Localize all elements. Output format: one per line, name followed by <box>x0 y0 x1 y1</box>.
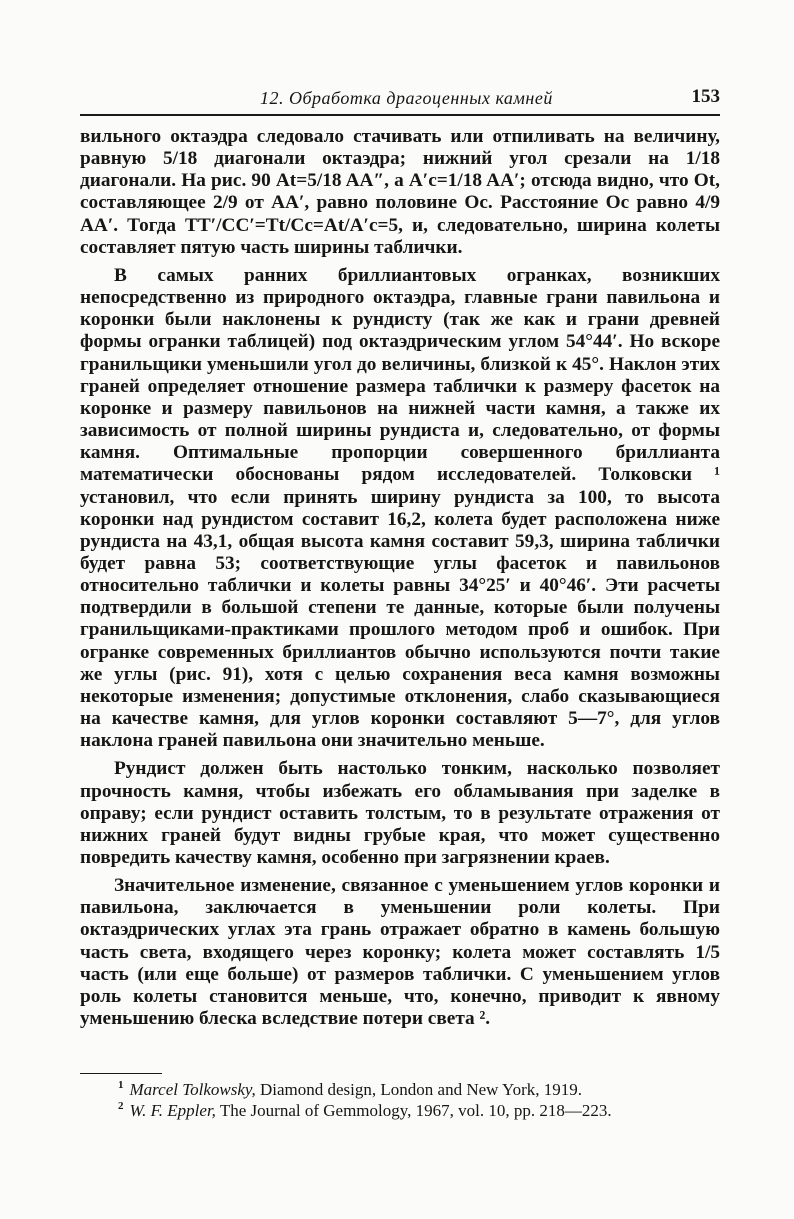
paragraph: В самых ранних бриллиантовых огранках, возникших непосредственно из природного октаэдра, главные грани павильона и коронки были наклонены к рундисту (так же как и грани древней формы огранки таблицей) под октаэдрическим углом 54°44′. Но вскоре гранильщики уменьшили угол до величины, близкой к 45°. Наклон этих граней определяет отношение размера таблички к размеру фасеток на коронке и размеру павильонов на нижней части камня, а также их зависимость от полной ширины рундиста и, следовательно, от формы камня. Оптимальные пропорции совершенного бриллианта математически обоснованы рядом исследователей. Толковски ¹ установил, что если принять ширину рундиста за 100, то высота коронки над рундистом составит 16,2, колета будет расположена ниже рундиста на 43,1, общая высота камня составит 59,3, ширина таблички будет равна 53; соответствующие углы фасеток и павильонов относительно таблички и колеты равны 34°25′ и 40°46′. Эти расчеты подтвердили в большой степени те данные, которые были получены гранильщиками-практиками прошлого методом проб и ошибок. При огранке современных бриллиантов обычно используются почти такие же углы (рис. 91), хотя с целью сохранения веса камня возможны некоторые изменения; допустимые отклонения, слабо сказывающиеся на качестве камня, для углов коронки составляют 5—7°, для углов наклона граней павильона они значительно меньше. <box>80 264 720 752</box>
paragraph: Рундист должен быть настолько тонким, насколько позволяет прочность камня, чтобы избежать его обламывания при заделке в оправу; если рундист оставить толстым, то в результате отражения от нижних граней будут видны грубые края, что может существенно повредить качеству камня, особенно при загрязнении краев. <box>80 758 720 868</box>
running-header <box>80 86 720 116</box>
page-number: 153 <box>691 86 720 107</box>
footnote <box>118 1080 728 1100</box>
footnote-mark: 2 <box>118 1100 124 1113</box>
paragraph: вильного октаэдра следовало стачивать или отпиливать на величину, равную 5/18 диагонали октаэдра; нижний угол срезали на 1/18 диагонали. На рис. 90 At=5/18 AA″, а A′c=1/18 AA′; отсюда видно, что Ot, составляющее 2/9 от AA′, равно половине Oc. Расстояние Oc равно 4/9 AA′. Тогда TT′/CC′=Tt/Cc=At/A′c=5, и, следовательно, ширина колеты составляет пятую часть ширины таблички. <box>80 126 720 258</box>
body-text <box>80 126 720 1036</box>
footnote-author: W. F. Eppler, <box>129 1101 216 1120</box>
paragraph: Значительное изменение, связанное с уменьшением углов коронки и павильона, заключается в уменьшении роли колеты. При октаэдрических углах эта грань отражает обратно в камень большую часть света, входящего через коронку; колета может составлять 1/5 часть (или еще больше) от размеров таблички. С уменьшением углов роль колеты становится меньше, что, конечно, приводит к явному уменьшению блеска вследствие потери света ². <box>80 875 720 1030</box>
footnote-text: The Journal of Gemmology, 1967, vol. 10, pp. 218—223. <box>215 1101 612 1120</box>
footnote-mark: 1 <box>118 1079 124 1092</box>
footnote-text: Diamond design, London and New York, 1919. <box>255 1080 583 1099</box>
footnote <box>118 1101 728 1121</box>
footnote-author: Marcel Tolkowsky, <box>129 1080 256 1099</box>
chapter-title: 12. Обработка драгоценных камней <box>260 88 553 108</box>
footnote-divider <box>80 1073 162 1074</box>
